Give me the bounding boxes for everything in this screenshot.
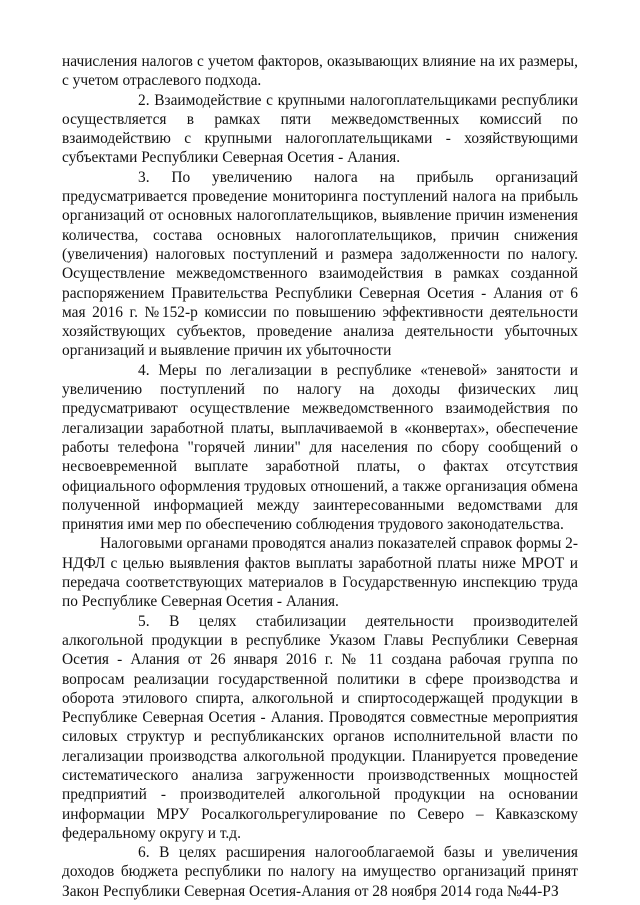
paragraph-number: 3.: [138, 168, 150, 186]
paragraph-continuation: [62, 52, 578, 91]
paragraph-number: 2.: [138, 91, 150, 109]
paragraph-item-6: [62, 843, 578, 901]
paragraph-item-5: [62, 612, 578, 844]
paragraph-text: По увеличению налога на прибыль организаций предусматривается проведение мониторинга поступлений налога на прибыль организаций от основных налогоплательщиков, выявление причин изменения количества, состава основных налогоплательщиков, причин снижения (увеличения) налоговых поступлений и размера задолженности по налогу. Осуществление межведомственного взаимодействия в рамках созданной распоряжением Правительства Республики Северная Осетия - Алания от 6 мая 2016 г. №152-р комиссии по повышению эффективности деятельности хозяйствующих субъектов, проведение анализа деятельности убыточных организаций и выявление причин их убыточности: [62, 168, 578, 360]
paragraph-text: Меры по легализации в республике «теневой» занятости и увеличению поступлений по налогу на доходы физических лиц предусматривают осуществление межведомственного взаимодействия по легализации заработной платы, выплачиваемой в «конвертах», обеспечение работы телефона "горячей линии" для населения по сбору сообщений о несвоевременной выплате заработной платы, о фактах отсутствия официального оформления трудовых отношений, а также организация обмена полученной информацией между заинтересованными ведомствами для принятия ими мер по обеспечению соблюдения трудового законодательства.: [62, 361, 578, 534]
paragraph-item-4: [62, 361, 578, 535]
paragraph-text: Налоговыми органами проводятся анализ показателей справок формы 2-НДФЛ с целью выявления фактов выплаты заработной платы ниже МРОТ и передача соответствующих материалов в Государственную инспекцию труда по Республике Северная Осетия - Алания.: [62, 535, 578, 611]
paragraph-ndfl: [62, 534, 578, 611]
paragraph-item-3: [62, 168, 578, 361]
paragraph-number: 4.: [138, 361, 150, 379]
paragraph-text: В целях стабилизации деятельности производителей алкогольной продукции в республике Указом Главы Республики Северная Осетия - Алания от 26 января 2016 г. № 11 создана рабочая группа по вопросам реализации государственной политики в сфере производства и оборота этилового спирта, алкогольной и спиртосодержащей продукции в Республике Северная Осетия - Алания. Проводятся совместные мероприятия силовых структур и республиканских органов исполнительной власти по легализации производства алкогольной продукции. Планируется проведение систематического анализа загруженности производственных мощностей предприятий - производителей алкогольной продукции на основании информации МРУ Росалкогольрегулирование по Северо – Кавказскому федеральному округу и т.д.: [62, 612, 578, 842]
paragraph-number: 5.: [138, 612, 150, 630]
paragraph-text: начисления налогов с учетом факторов, оказывающих влияние на их размеры, с учетом отраслевого подхода.: [62, 53, 578, 90]
paragraph-number: 6.: [138, 844, 150, 862]
paragraph-text: В целях расширения налогооблагаемой базы и увеличения доходов бюджета республики по налогу на имущество организаций принят Закон Республики Северная Осетия-Алания от 28 ноября 2014 года №44-РЗ: [62, 844, 578, 900]
paragraph-text: Взаимодействие с крупными налогоплательщиками республики осуществляется в рамках пяти межведомственных комиссий по взаимодействию с крупными налогоплательщиками - хозяйствующими субъектами Республики Северная Осетия - Алания.: [62, 91, 578, 167]
paragraph-item-2: [62, 91, 578, 168]
